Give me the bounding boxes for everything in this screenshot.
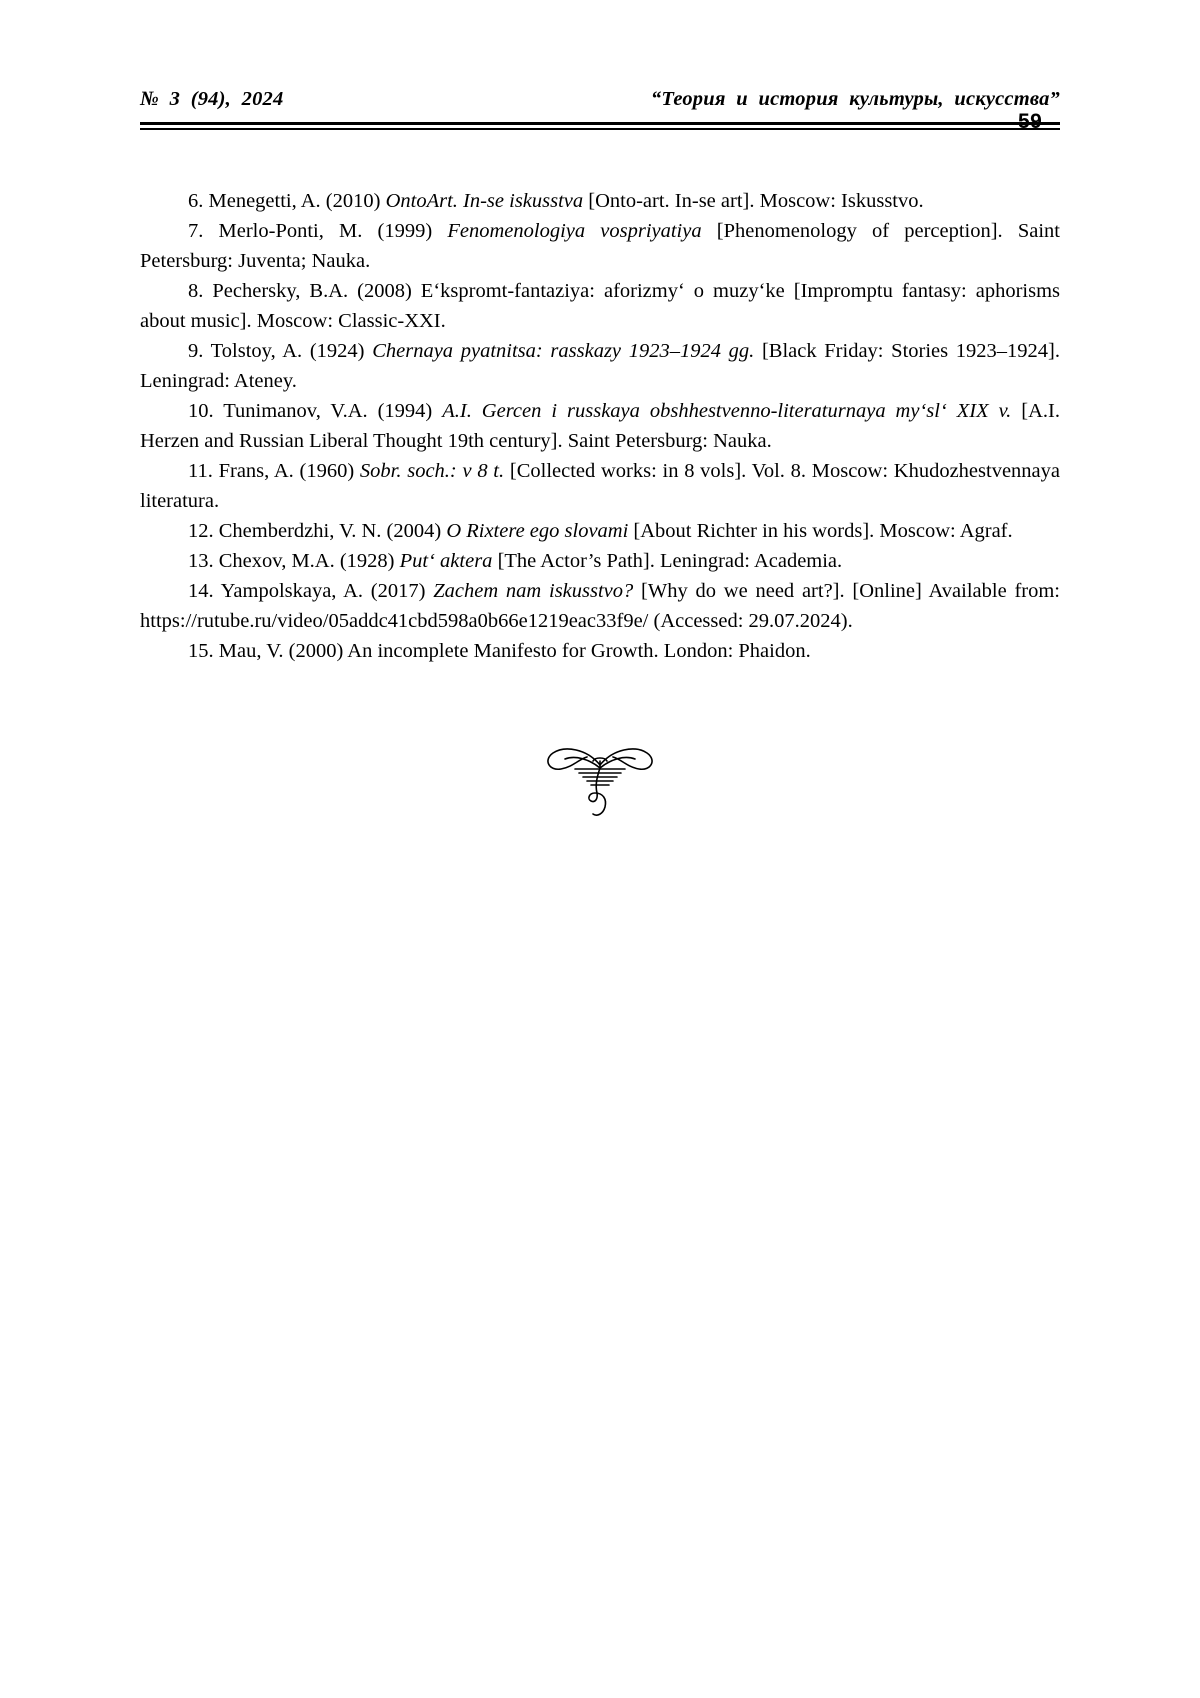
reference-item (140, 396, 1060, 456)
reference-list (140, 186, 1060, 667)
reference-text: 9. Tolstoy, A. (1924) (188, 340, 373, 363)
reference-item (140, 186, 1060, 216)
reference-item (140, 546, 1060, 576)
reference-item (140, 636, 1060, 666)
issue-label: № 3 (94), 2024 (140, 88, 284, 110)
reference-text: 13. Chexov, M.A. (1928) (188, 550, 400, 573)
reference-text: 7. Merlo-Ponti, M. (1999) (188, 220, 448, 243)
reference-title: Zachem nam iskusstvo? (433, 580, 634, 603)
reference-item (140, 276, 1060, 336)
page-number: 59 (1018, 110, 1043, 133)
reference-title: Sobr. soch.: v 8 t. (359, 460, 505, 483)
header-rules (140, 122, 1060, 130)
reference-item (140, 336, 1060, 396)
reference-text: 8. Pechersky, B.A. (2008) E‘kspromt-fantaziya: aforizmy‘ o muzy‘ke [Impromptu fantasy: aphorisms about music]. Moscow: Classic-XXI. (140, 280, 1060, 333)
reference-title: Chernaya pyatnitsa: rasskazy 1923–1924 gg. (372, 340, 755, 363)
reference-title: A.I. Gercen i russkaya obshhestvenno-literaturnaya my‘sl‘ XIX v. (442, 400, 1012, 423)
reference-text: [Onto-art. In-se art]. Moscow: Iskusstvo. (583, 190, 924, 212)
reference-text: [Collected works: in 8 vols]. Vol. 8. Moscow: Khudozhestvennaya literatura. (140, 460, 1060, 513)
reference-item (140, 516, 1060, 546)
reference-title: Put‘ aktera (399, 550, 493, 573)
reference-text: 12. Chemberdzhi, V. N. (2004) (188, 520, 447, 543)
reference-text: [Phenomenology of perception]. Saint Petersburg: Juventa; Nauka. (140, 220, 1060, 273)
reference-text: 11. Frans, A. (1960) (188, 460, 360, 483)
reference-text: [Black Friday: Stories 1923–1924]. Leningrad: Ateney. (140, 340, 1061, 393)
reference-item (140, 456, 1060, 516)
reference-title: OntoArt. In-se iskusstva (385, 190, 584, 212)
reference-text: [A.I. Herzen and Russian Liberal Thought 19th century]. Saint Petersburg: Nauka. (140, 400, 1060, 453)
reference-text: [About Richter in his words]. Moscow: Agraf. (628, 520, 1013, 543)
reference-text: 15. Mau, V. (2000) An incomplete Manifesto for Growth. London: Phaidon. (188, 640, 811, 663)
reference-text: 10. Tunimanov, V.A. (1994) (188, 400, 443, 423)
section-title: “Теория и история культуры, искусства” (650, 88, 1060, 110)
reference-text: [Why do we need art?]. [Online] Available from: https://rutube.ru/video/05addc41cbd598a0b66e1219eac33f9e/ (Accessed: 29.07.2024). (140, 580, 1060, 633)
reference-item (140, 216, 1060, 276)
rule-thin (140, 128, 1060, 130)
reference-title: Fenomenologiya vospriyatiya (447, 220, 702, 243)
reference-text: 14. Yampolskaya, A. (2017) (188, 580, 434, 603)
running-head (140, 88, 1060, 111)
reference-text: [The Actor’s Path]. Leningrad: Academia. (492, 550, 843, 573)
reference-title: O Rixtere ego slovami (446, 520, 629, 543)
reference-item (140, 576, 1060, 636)
flourish-ornament (0, 735, 1200, 826)
reference-text: 6. Menegetti, A. (2010) (188, 190, 386, 212)
